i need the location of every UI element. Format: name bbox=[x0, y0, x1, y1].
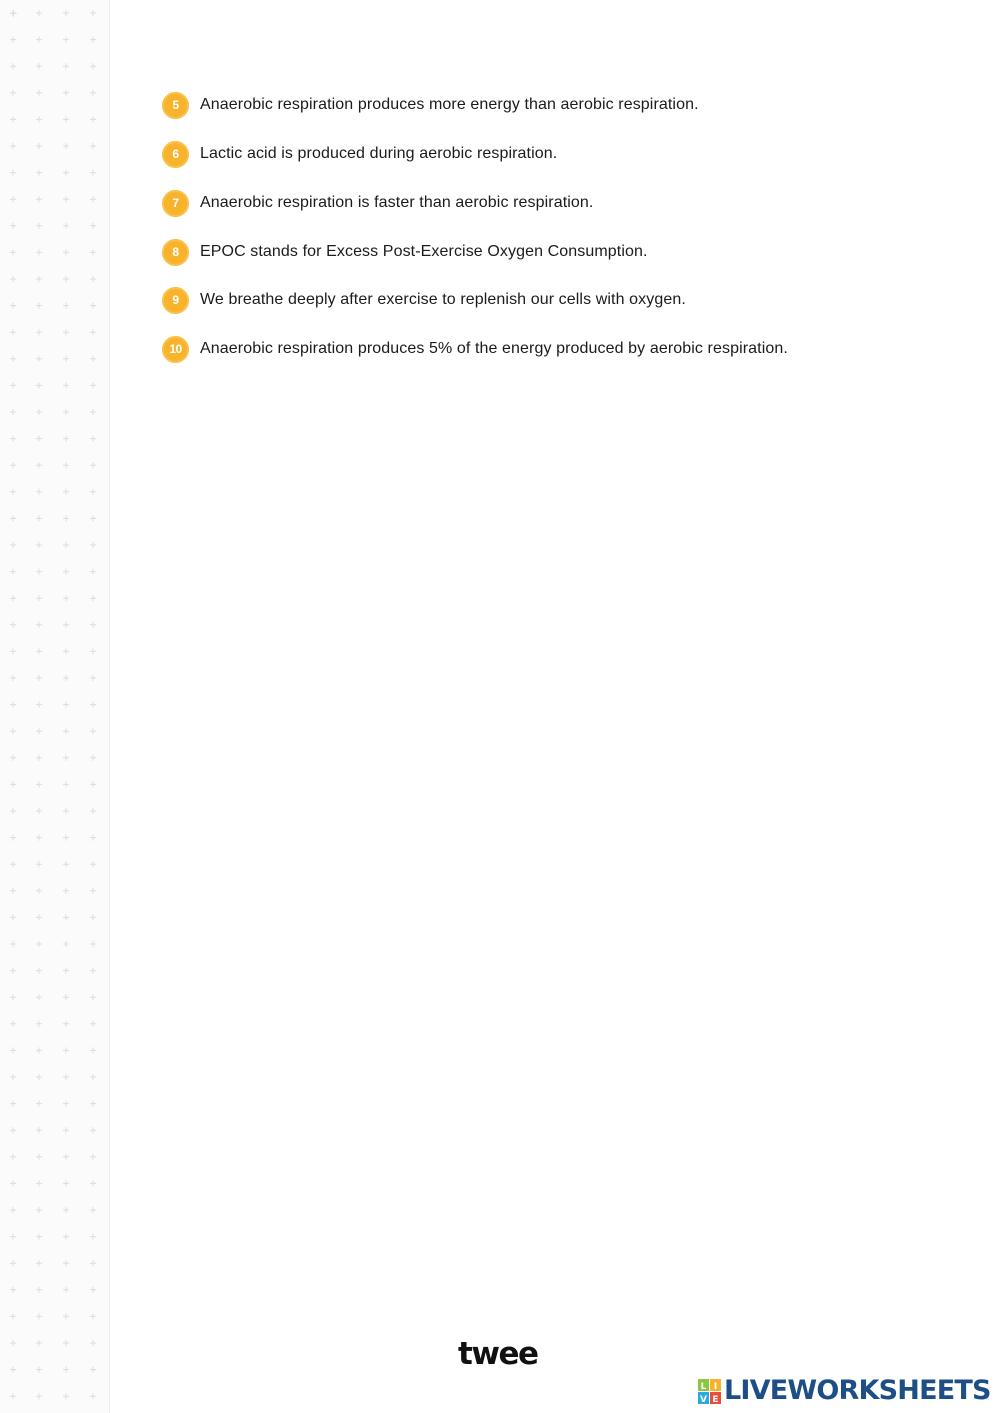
statement-text: Anaerobic respiration produces 5% of the energy produced by aerobic respiration. bbox=[200, 340, 788, 357]
twee-logo: twee bbox=[458, 1336, 538, 1372]
statement-text: Anaerobic respiration produces more energy than aerobic respiration. bbox=[200, 96, 699, 113]
svg-text:E: E bbox=[712, 1395, 719, 1405]
number-badge: 5 bbox=[162, 92, 189, 119]
statement-text: Anaerobic respiration is faster than aerobic respiration. bbox=[200, 194, 594, 211]
number-badge: 8 bbox=[162, 239, 189, 266]
margin-strip bbox=[0, 0, 110, 1413]
statement-text: We breathe deeply after exercise to replenish our cells with oxygen. bbox=[200, 291, 686, 308]
svg-text:I: I bbox=[713, 1382, 718, 1392]
statement-text: EPOC stands for Excess Post-Exercise Oxygen Consumption. bbox=[200, 243, 648, 260]
number-badge: 9 bbox=[162, 287, 189, 314]
statement-item-8 bbox=[162, 238, 648, 266]
number-badge: 7 bbox=[162, 190, 189, 217]
liveworksheets-logo-icon bbox=[698, 1379, 722, 1405]
svg-text:V: V bbox=[700, 1395, 707, 1405]
liveworksheets-watermark: LIVEWORKSHEETS bbox=[724, 1375, 991, 1406]
statement-item-9 bbox=[162, 286, 686, 314]
statement-item-6 bbox=[162, 140, 557, 168]
statement-item-10 bbox=[162, 335, 788, 363]
number-badge: 10 bbox=[162, 336, 189, 363]
statement-item-7 bbox=[162, 189, 593, 217]
statement-item-5 bbox=[162, 91, 699, 119]
svg-text:L: L bbox=[700, 1382, 707, 1392]
statement-text: Lactic acid is produced during aerobic respiration. bbox=[200, 145, 558, 162]
number-badge: 6 bbox=[162, 141, 189, 168]
plus-grid-decoration bbox=[0, 0, 109, 1413]
